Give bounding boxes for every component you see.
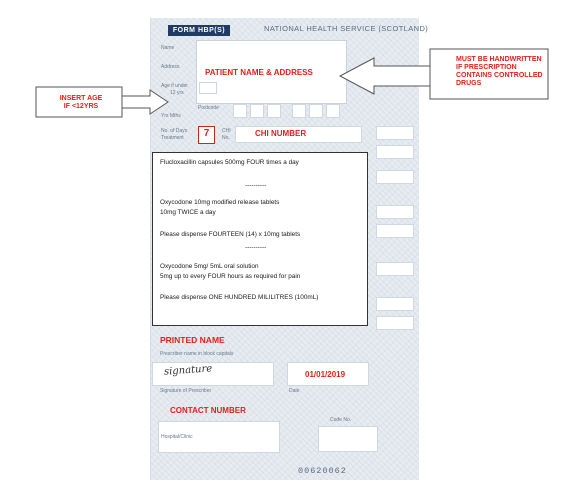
chi-label: CHI bbox=[222, 128, 231, 134]
date-label: Date bbox=[289, 388, 300, 394]
age-label: Age if under bbox=[161, 83, 188, 89]
date-value: 01/01/2019 bbox=[305, 370, 346, 379]
days-treatment-value: 7 bbox=[203, 128, 210, 139]
contact-number: CONTACT NUMBER bbox=[170, 406, 246, 415]
form-serial-number: 00620062 bbox=[298, 466, 347, 476]
code-no-label: Code No. bbox=[330, 417, 352, 423]
rx-line-oxycodone-solution: Oxycodone 5mg/ 5mL oral solution bbox=[160, 263, 259, 270]
chi-no-label: No. bbox=[222, 135, 230, 141]
age-callout-line-1: INSERT AGE bbox=[59, 95, 103, 102]
prescriber-signature: signature bbox=[163, 363, 213, 378]
controlled-callout-line-2: IF PRESCRIPTION bbox=[456, 64, 517, 71]
controlled-callout-line-3: CONTAINS CONTROLLED bbox=[456, 72, 543, 79]
name-label: Name bbox=[161, 45, 175, 51]
controlled-callout-line-1: MUST BE HANDWRITTEN bbox=[456, 56, 542, 63]
controlled-callout-line-4: DRUGS bbox=[456, 80, 482, 87]
form-code-badge: FORM HBP(S) bbox=[168, 25, 230, 36]
arrow-left-icon bbox=[340, 58, 430, 94]
chi-number: CHI NUMBER bbox=[255, 129, 307, 138]
rx-line-oxycodone-dose: 10mg TWICE a day bbox=[160, 209, 216, 216]
rx-separator: ---------- bbox=[245, 244, 267, 251]
postcode-label: Postcode bbox=[198, 105, 219, 111]
days-label: No. of Days bbox=[161, 128, 188, 134]
rx-separator: ---------- bbox=[245, 182, 267, 189]
rx-line-dispense-tablets: Please dispense FOURTEEN (14) x 10mg tablets bbox=[160, 231, 301, 238]
treatment-label: Treatment bbox=[161, 135, 184, 141]
age-callout-line-2: IF <12YRS bbox=[63, 103, 99, 110]
rx-line-solution-dose: 5mg up to every FOUR hours as required for pain bbox=[160, 273, 301, 280]
arrow-right-icon bbox=[122, 90, 168, 114]
rx-line-oxycodone-mr: Oxycodone 10mg modified release tablets bbox=[160, 199, 280, 206]
yrs-mths-label: Yrs Mths bbox=[161, 113, 181, 119]
form-title: NATIONAL HEALTH SERVICE (SCOTLAND) bbox=[264, 24, 429, 33]
controlled-drugs-callout bbox=[456, 56, 546, 88]
printed-name: PRINTED NAME bbox=[160, 335, 225, 345]
rx-line-flucloxacillin: Flucloxacillin capsules 500mg FOUR times a day bbox=[160, 159, 299, 166]
signature-label: Signature of Prescriber bbox=[160, 388, 212, 394]
patient-name-address: PATIENT NAME & ADDRESS bbox=[205, 68, 313, 77]
hospital-label: Hospital/Clinic bbox=[161, 434, 193, 440]
age-callout-text bbox=[46, 95, 116, 111]
rx-line-dispense-solution: Please dispense ONE HUNDRED MILILITRES (100mL) bbox=[160, 294, 319, 301]
address-label: Address bbox=[161, 64, 180, 70]
age-label-2: 12 yrs bbox=[170, 90, 184, 96]
prescriber-name-label: Prescriber name in block capitals bbox=[160, 351, 234, 357]
